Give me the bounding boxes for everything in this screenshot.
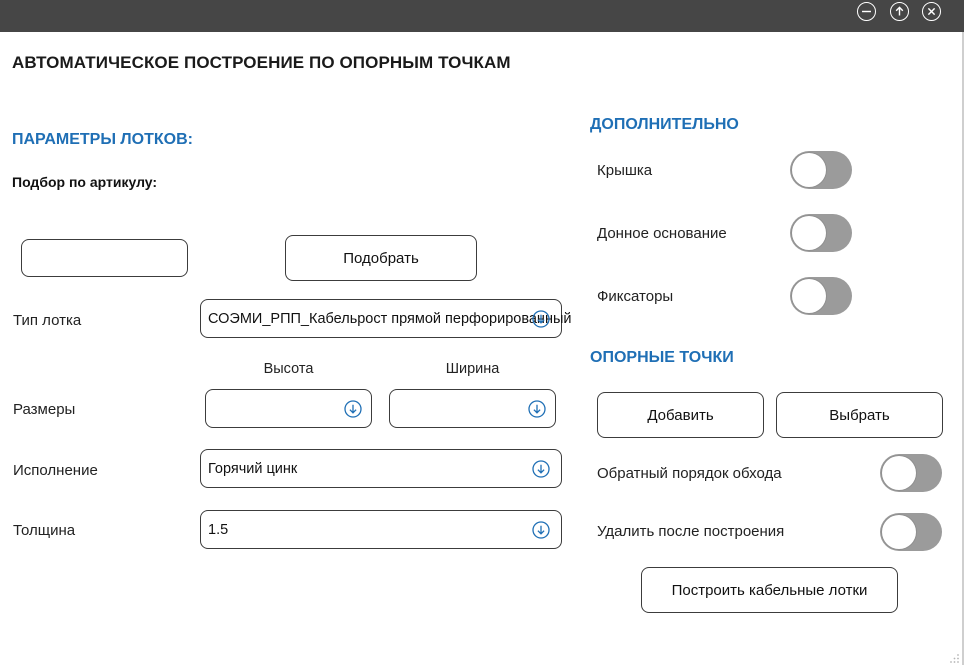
reverse-toggle[interactable] bbox=[880, 454, 942, 492]
reverse-label: Обратный порядок обхода bbox=[597, 465, 782, 482]
fixators-toggle[interactable] bbox=[790, 277, 852, 315]
thickness-select[interactable] bbox=[200, 510, 562, 549]
params-section-title: ПАРАМЕТРЫ ЛОТКОВ: bbox=[12, 131, 193, 148]
tray-type-label: Тип лотка bbox=[13, 312, 82, 329]
points-section-title: ОПОРНЫЕ ТОЧКИ bbox=[590, 349, 734, 366]
cover-toggle[interactable] bbox=[790, 151, 852, 189]
toggle-knob bbox=[792, 279, 826, 313]
add-button[interactable]: Добавить bbox=[597, 392, 764, 438]
chevron-down-icon bbox=[532, 460, 550, 478]
toggle-knob bbox=[792, 153, 826, 187]
article-input[interactable] bbox=[21, 239, 188, 277]
toggle-knob bbox=[882, 515, 916, 549]
resize-grip-icon[interactable] bbox=[948, 651, 960, 663]
build-button[interactable]: Построить кабельные лотки bbox=[641, 567, 898, 613]
minimize-icon[interactable] bbox=[857, 2, 876, 21]
height-select[interactable] bbox=[205, 389, 372, 428]
page-title: АВТОМАТИЧЕСКОЕ ПОСТРОЕНИЕ ПО ОПОРНЫМ ТОЧКАМ bbox=[12, 53, 511, 72]
delete-label: Удалить после построения bbox=[597, 523, 785, 540]
width-select[interactable] bbox=[389, 389, 556, 428]
tray-type-value: СОЭМИ_РПП_Кабельрост прямой перфорированный bbox=[208, 310, 572, 327]
close-icon[interactable] bbox=[922, 2, 941, 21]
bottom-label: Донное основание bbox=[597, 225, 727, 242]
fixators-label: Фиксаторы bbox=[597, 288, 674, 305]
title-bar bbox=[0, 0, 964, 32]
sizes-label: Размеры bbox=[13, 401, 76, 418]
chevron-down-icon bbox=[344, 400, 362, 418]
chevron-down-icon bbox=[532, 310, 550, 328]
height-header: Высота bbox=[263, 361, 314, 377]
chevron-down-icon bbox=[528, 400, 546, 418]
select-button[interactable]: Выбрать bbox=[776, 392, 943, 438]
toggle-knob bbox=[792, 216, 826, 250]
chevron-down-icon bbox=[532, 521, 550, 539]
delete-toggle[interactable] bbox=[880, 513, 942, 551]
execution-label: Исполнение bbox=[13, 462, 98, 479]
execution-select[interactable] bbox=[200, 449, 562, 488]
width-header: Ширина bbox=[445, 361, 500, 377]
article-label: Подбор по артикулу: bbox=[12, 174, 158, 190]
bottom-toggle[interactable] bbox=[790, 214, 852, 252]
thickness-value: 1.5 bbox=[208, 521, 229, 538]
execution-value: Горячий цинк bbox=[208, 460, 298, 477]
pick-button[interactable]: Подобрать bbox=[285, 235, 477, 281]
additional-section-title: ДОПОЛНИТЕЛЬНО bbox=[590, 116, 739, 133]
thickness-label: Толщина bbox=[13, 522, 76, 539]
cover-label: Крышка bbox=[597, 162, 653, 179]
tray-type-select[interactable] bbox=[200, 299, 572, 338]
toggle-knob bbox=[882, 456, 916, 490]
arrow-up-icon[interactable] bbox=[890, 2, 909, 21]
